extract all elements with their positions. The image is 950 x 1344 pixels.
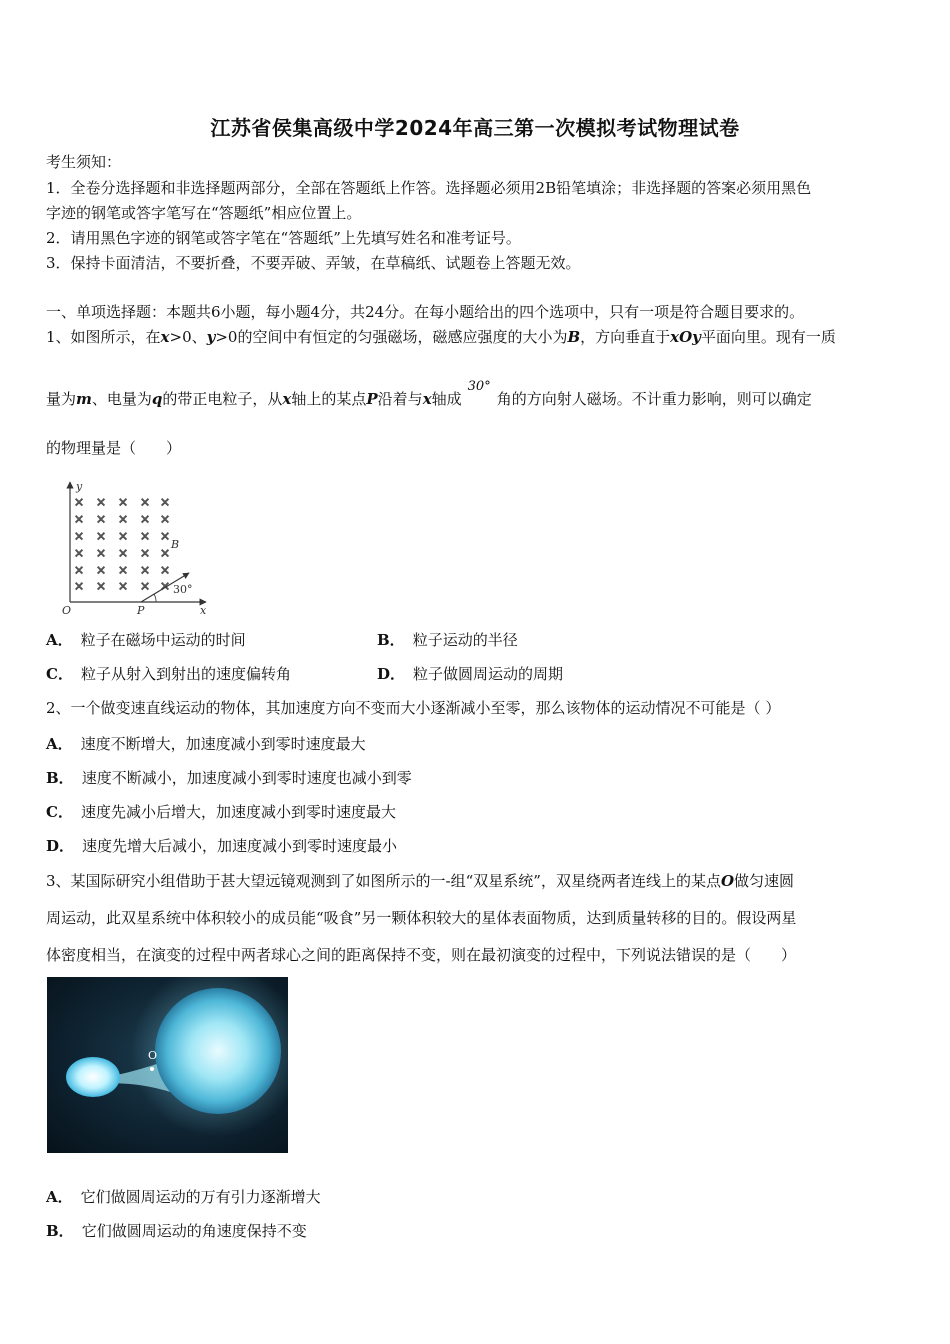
field-cross-mark: × (160, 495, 171, 509)
q2-option-d[interactable]: D． 速度先增大后减小，加速度减小到零时速度最小 (46, 837, 398, 855)
field-cross-mark: × (140, 512, 151, 526)
section-heading: 一、单项选择题：本题共6小题，每小题4分，共24分。在每小题给出的四个选项中，只有一项是符合题目要求的。 (46, 303, 805, 321)
q3-stem-line3: 体密度相当，在演变的过程中两者球心之间的距离保持不变，则在最初演变的过程中，下列说法错误的是（ ） (46, 946, 797, 964)
notice-item-3: 3．保持卡面清洁，不要折叠，不要弄破、弄皱，在草稿纸、试题卷上答题无效。 (46, 254, 581, 272)
q1-stem-line2: 量为m、电量为q的带正电粒子，从x轴上的某点P沿着与x轴成30°角的方向射人磁场。不计重力影响，则可以确定 (46, 379, 812, 408)
q3-stem-line1: 3、某国际研究小组借助于甚大望远镜观测到了如图所示的一-组“双星系统”，双星绕两者连线上的某点O做匀速圆 (46, 872, 795, 890)
field-cross-mark: × (96, 579, 107, 593)
point-p-label: P (137, 604, 145, 616)
field-cross-mark: × (140, 529, 151, 543)
field-cross-mark: × (74, 529, 85, 543)
field-cross-mark: × (140, 563, 151, 577)
notice-item-1-cont: 字迹的钢笔或答字笔写在“答题纸”相应位置上。 (46, 204, 362, 222)
field-cross-mark: × (74, 579, 85, 593)
center-o-label: O (148, 1049, 158, 1062)
field-b-label: B (171, 538, 180, 551)
notice-item-1: 1．全卷分选择题和非选择题两部分，全部在答题纸上作答。选择题必须用2B铅笔填涂；非选择题的答案必须用黑色 (46, 179, 812, 197)
q2-option-a[interactable]: A． 速度不断增大，加速度减小到零时速度最大 (46, 735, 366, 753)
field-cross-mark: × (160, 546, 171, 560)
field-cross-mark: × (74, 546, 85, 560)
q1-option-a[interactable]: A． 粒子在磁场中运动的时间 (46, 631, 246, 649)
angle-label: 30° (467, 379, 491, 394)
field-cross-mark: × (140, 579, 151, 593)
field-cross-mark: × (118, 529, 129, 543)
field-cross-mark: × (118, 512, 129, 526)
origin-label: O (62, 604, 72, 616)
field-cross-mark: × (74, 495, 85, 509)
field-crosses (74, 495, 170, 593)
field-cross-mark: × (160, 579, 171, 593)
notice-item-2: 2．请用黑色字迹的钢笔或答字笔在“答题纸”上先填写姓名和准考证号。 (46, 229, 521, 247)
angle-arc (154, 594, 156, 602)
q3-option-b[interactable]: B． 它们做圆周运动的角速度保持不变 (46, 1222, 307, 1240)
q1-option-b[interactable]: B． 粒子运动的半径 (377, 631, 518, 649)
field-cross-mark: × (118, 546, 129, 560)
q3-stem-line2: 周运动，此双星系统中体积较小的成员能“吸食”另一颗体积较大的星体表面物质，达到质量转移的目的。假设两星 (46, 909, 797, 927)
q3-option-a[interactable]: A． 它们做圆周运动的万有引力逐渐增大 (46, 1188, 321, 1206)
q2-option-c[interactable]: C． 速度先减小后增大，加速度减小到零时速度最大 (46, 803, 396, 821)
figure-angle-label: 30° (173, 583, 193, 596)
field-cross-mark: × (96, 563, 107, 577)
q1-stem-line1: 1、如图所示，在x>0、y>0的空间中有恒定的匀强磁场，磁感应强度的大小为B，方向垂直于xOy平面向里。现有一质 (46, 328, 836, 346)
field-cross-mark: × (140, 495, 151, 509)
q1-stem-line3: 的物理量是（ ） (46, 439, 182, 457)
page-title: 江苏省侯集高级中学2024年高三第一次模拟考试物理试卷 (210, 116, 740, 140)
field-cross-mark: × (160, 563, 171, 577)
field-cross-mark: × (160, 512, 171, 526)
large-star (155, 988, 281, 1114)
small-star (66, 1057, 120, 1097)
field-cross-mark: × (118, 495, 129, 509)
field-cross-mark: × (96, 495, 107, 509)
center-point-o (150, 1067, 154, 1071)
notice-heading: 考生须知： (46, 153, 122, 171)
q1-option-c[interactable]: C． 粒子从射入到射出的速度偏转角 (46, 665, 291, 683)
binary-star-image (47, 977, 288, 1153)
q2-stem: 2、一个做变速直线运动的物体，其加速度方向不变而大小逐渐减小至零，那么该物体的运动情况不可能是（ ） (46, 699, 781, 717)
field-cross-mark: × (96, 512, 107, 526)
field-cross-mark: × (96, 529, 107, 543)
field-cross-mark: × (118, 579, 129, 593)
q2-option-b[interactable]: B． 速度不断减小，加速度减小到零时速度也减小到零 (46, 769, 412, 787)
field-cross-mark: × (96, 546, 107, 560)
field-cross-mark: × (140, 546, 151, 560)
y-label: y (76, 480, 83, 493)
field-cross-mark: × (74, 512, 85, 526)
q1-option-d[interactable]: D． 粒子做圆周运动的周期 (377, 665, 564, 683)
magnetic-field-diagram (56, 476, 216, 616)
field-cross-mark: × (74, 563, 85, 577)
field-cross-mark: × (160, 529, 171, 543)
x-label: x (200, 604, 207, 616)
field-cross-mark: × (118, 563, 129, 577)
